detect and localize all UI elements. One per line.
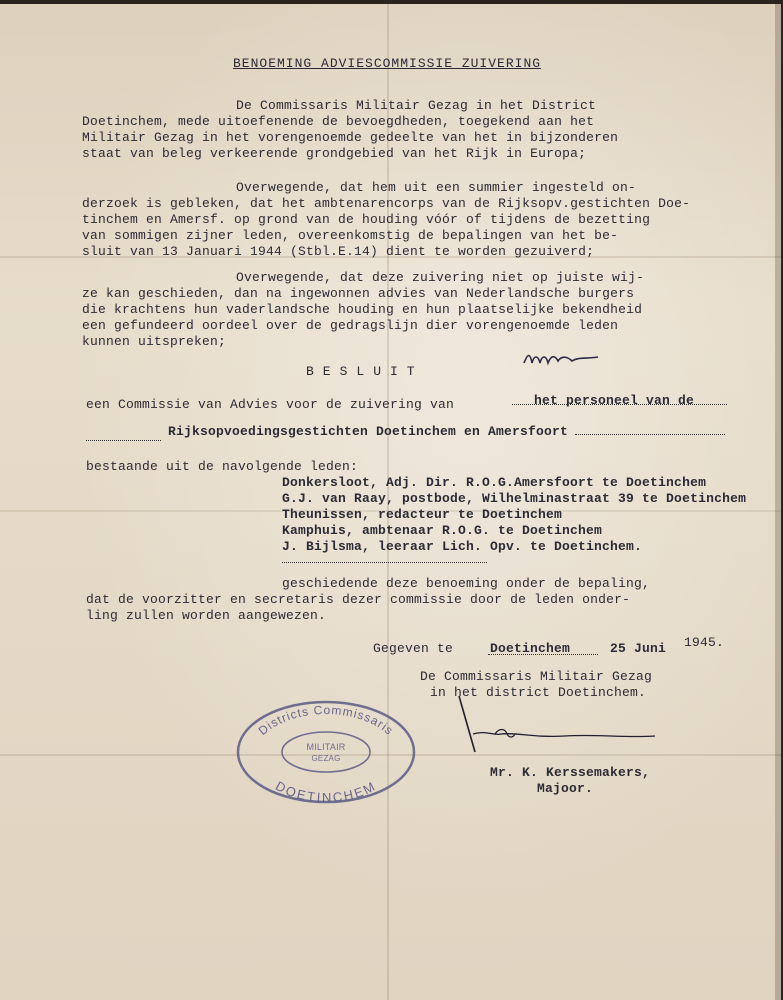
preamble-line: De Commissaris Militair Gezag in het District	[236, 98, 597, 113]
filled-in-personnel: het personeel van de	[534, 393, 695, 408]
stamp-center-line: MILITAIR	[306, 742, 346, 752]
provision-line: dat de voorzitter en secretaris dezer commissie door de leden onder-	[86, 592, 631, 607]
considering-line: ze kan geschieden, dan na ingewonnen advies van Nederlandsche burgers	[82, 286, 635, 301]
member-entry: Theunissen, redacteur te Doetinchem	[282, 507, 563, 522]
considering-line: een gefundeerd oordeel over de gedragslijn dier vorengenoemde leden	[82, 318, 619, 333]
considering-line: kunnen uitspreken;	[82, 334, 227, 349]
provision-line: ling zullen worden aangewezen.	[86, 608, 327, 623]
considering-line: tinchem en Amersf. op grond van de houding vóór of tijdens de bezetting	[82, 212, 651, 227]
preamble-line: Militair Gezag in het vorengenoemde gedeelte van het in bijzonderen	[82, 130, 619, 145]
document-sheet	[0, 4, 781, 1000]
signatory-rank: Majoor.	[537, 781, 594, 796]
member-entry: G.J. van Raay, postbode, Wilhelminastraat 39 te Doetinchem	[282, 491, 747, 506]
dotted-fill-line	[575, 432, 725, 435]
provision-line: geschiedende deze benoeming onder de bepaling,	[282, 576, 651, 591]
given-at-label: Gegeven te	[373, 641, 454, 656]
members-intro: bestaande uit de navolgende leden:	[86, 459, 359, 474]
handwritten-signature	[455, 694, 660, 754]
dotted-fill-line	[488, 652, 598, 655]
stamp-top-text: Districts Commissaris	[255, 702, 397, 738]
considering-line: Overwegende, dat deze zuivering niet op juiste wij-	[236, 270, 645, 285]
considering-line: Overwegende, dat hem uit een summier ingesteld on-	[236, 180, 637, 195]
issue-year: 1945.	[684, 635, 725, 650]
paper-edge	[775, 4, 781, 1000]
signatory-title: in het district Doetinchem.	[430, 685, 647, 700]
dotted-fill-line	[282, 560, 487, 563]
member-entry: J. Bijlsma, leeraar Lich. Opv. te Doetinchem.	[282, 539, 643, 554]
stamp-center-line: GEZAG	[311, 754, 341, 763]
decision-heading: BESLUIT	[306, 364, 424, 379]
preamble-line: staat van beleg verkeerende grondgebied van het Rijk in Europa;	[82, 146, 587, 161]
preamble-line: Doetinchem, mede uitoefenende de bevoegdheden, toegekend aan het	[82, 114, 595, 129]
dotted-fill-line	[86, 438, 161, 441]
dotted-fill-line	[512, 402, 727, 405]
signatory-title: De Commissaris Militair Gezag	[420, 669, 653, 684]
member-entry: Kamphuis, ambtenaar R.O.G. te Doetinchem	[282, 523, 603, 538]
issue-date: 25 Juni	[610, 641, 667, 656]
svg-text:DOETINCHEM	[273, 778, 379, 805]
document-title: BENOEMING ADVIESCOMMISSIE ZUIVERING	[233, 56, 542, 71]
considering-line: van sommigen zijner leden, overeenkomstig de bepalingen van het be-	[82, 228, 619, 243]
considering-line: sluit van 13 Januari 1944 (Stbl.E.14) dient te worden gezuiverd;	[82, 244, 595, 259]
handwritten-initials	[522, 349, 602, 367]
considering-line: die krachtens hun vaderlandsche houding en hun plaatselijke bekendheid	[82, 302, 643, 317]
official-stamp	[233, 698, 419, 806]
signatory-name: Mr. K. Kerssemakers,	[490, 765, 651, 780]
place-of-issue: Doetinchem	[490, 641, 571, 656]
commission-line: een Commissie van Advies voor de zuivering van	[86, 397, 455, 412]
stamp-bottom-text: DOETINCHEM	[273, 778, 379, 806]
filled-in-institutions: Rijksopvoedingsgestichten Doetinchem en Amersfoort	[168, 424, 569, 439]
member-entry: Donkersloot, Adj. Dir. R.O.G.Amersfoort te Doetinchem	[282, 475, 707, 490]
considering-line: derzoek is gebleken, dat het ambtenarencorps van de Rijksopv.gestichten Doe-	[82, 196, 691, 211]
